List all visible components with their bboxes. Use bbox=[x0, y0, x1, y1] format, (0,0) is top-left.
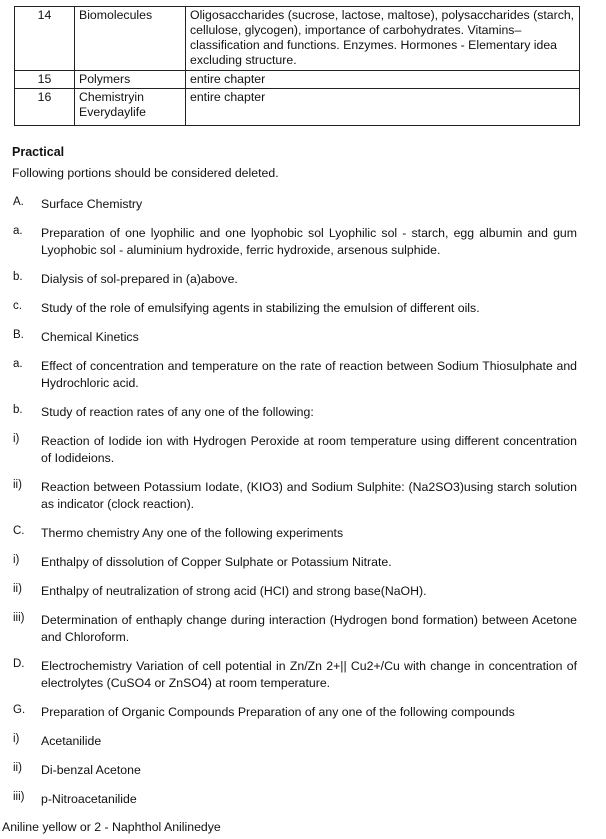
item-label: iii) bbox=[13, 612, 25, 624]
item-label: ii) bbox=[13, 762, 22, 774]
item-label: i) bbox=[13, 554, 20, 566]
item-label: ii) bbox=[13, 479, 22, 491]
item-text: Study of reaction rates of any one of the following: bbox=[41, 405, 314, 419]
item-text: Chemical Kinetics bbox=[41, 330, 139, 344]
item-label: i) bbox=[13, 433, 20, 445]
item-text: Dialysis of sol-prepared in (a)above. bbox=[41, 272, 238, 286]
unit-number: 14 bbox=[15, 7, 75, 71]
item-label: D. bbox=[13, 658, 25, 670]
item-text: Preparation of one lyophilic and one lyophobic sol Lyophilic sol - starch, egg albumin and gum Lyophobic sol - aluminium hydroxide, ferric hydroxide, arsenous sulphide. bbox=[41, 226, 577, 257]
item-text: Reaction between Potassium Iodate, (KIO3) and Sodium Sulphite: (Na2SO3)using starch solution as indicator (clock reaction). bbox=[41, 480, 577, 511]
table-row bbox=[15, 7, 580, 71]
unit-topic: Biomolecules bbox=[75, 7, 186, 71]
item-label: a. bbox=[13, 358, 23, 370]
item-label: G. bbox=[13, 704, 26, 716]
item-text: Thermo chemistry Any one of the following experiments bbox=[41, 526, 344, 540]
item-label: b. bbox=[13, 404, 23, 416]
unit-topic: Chemistryin Everydaylife bbox=[75, 89, 186, 126]
item-text: p-Nitroacetanilide bbox=[41, 792, 137, 806]
practical-heading: Practical bbox=[12, 145, 65, 159]
item-label: A. bbox=[13, 196, 24, 208]
item-text: Enthalpy of neutralization of strong acid (HCI) and strong base(NaOH). bbox=[41, 584, 427, 598]
item-text: Reaction of Iodide ion with Hydrogen Peroxide at room temperature using different concentration of Iodideions. bbox=[41, 434, 577, 465]
item-label: iii) bbox=[13, 791, 25, 803]
unit-number: 15 bbox=[15, 71, 75, 89]
item-label: b. bbox=[13, 271, 23, 283]
item-text: Electrochemistry Variation of cell potential in Zn/Zn 2+|| Cu2+/Cu with change in concentration of electrolytes (CuSO4 or ZnSO4) at room temperature. bbox=[41, 659, 577, 690]
item-label: a. bbox=[13, 225, 23, 237]
item-label: i) bbox=[13, 733, 20, 745]
deleted-portion: entire chapter bbox=[186, 89, 580, 126]
item-text: Determination of enthaply change during interaction (Hydrogen bond formation) between Acetone and Chloroform. bbox=[41, 613, 577, 644]
item-text: Preparation of Organic Compounds Preparation of any one of the following compounds bbox=[41, 705, 515, 719]
item-text: Enthalpy of dissolution of Copper Sulphate or Potassium Nitrate. bbox=[41, 555, 392, 569]
unit-topic: Polymers bbox=[75, 71, 186, 89]
item-label: B. bbox=[13, 329, 24, 341]
item-text: Acetanilide bbox=[41, 734, 102, 748]
deleted-portion: Oligosaccharides (sucrose, lactose, maltose), polysaccharides (starch, cellulose, glycogen), importance of carbohydrates. Vitamins– classification and functions. Enzymes. Hormones - Elementary idea excluding structure. bbox=[186, 7, 580, 71]
table-row bbox=[15, 71, 580, 89]
item-label: c. bbox=[13, 300, 22, 312]
item-text: Surface Chemistry bbox=[41, 197, 143, 211]
deleted-syllabus-table bbox=[14, 6, 580, 126]
item-text: Di-benzal Acetone bbox=[41, 763, 141, 777]
item-label: ii) bbox=[13, 583, 22, 595]
item-text: Effect of concentration and temperature on the rate of reaction between Sodium Thiosulphate and Hydrochloric acid. bbox=[41, 359, 577, 390]
unit-number: 16 bbox=[15, 89, 75, 126]
trailing-line: Aniline yellow or 2 - Naphthol Anilinedye bbox=[2, 820, 221, 834]
table-row bbox=[15, 89, 580, 126]
item-label: C. bbox=[13, 525, 25, 537]
deleted-portion: entire chapter bbox=[186, 71, 580, 89]
item-text: Study of the role of emulsifying agents in stabilizing the emulsion of different oils. bbox=[41, 301, 480, 315]
deletion-note: Following portions should be considered deleted. bbox=[12, 166, 279, 180]
